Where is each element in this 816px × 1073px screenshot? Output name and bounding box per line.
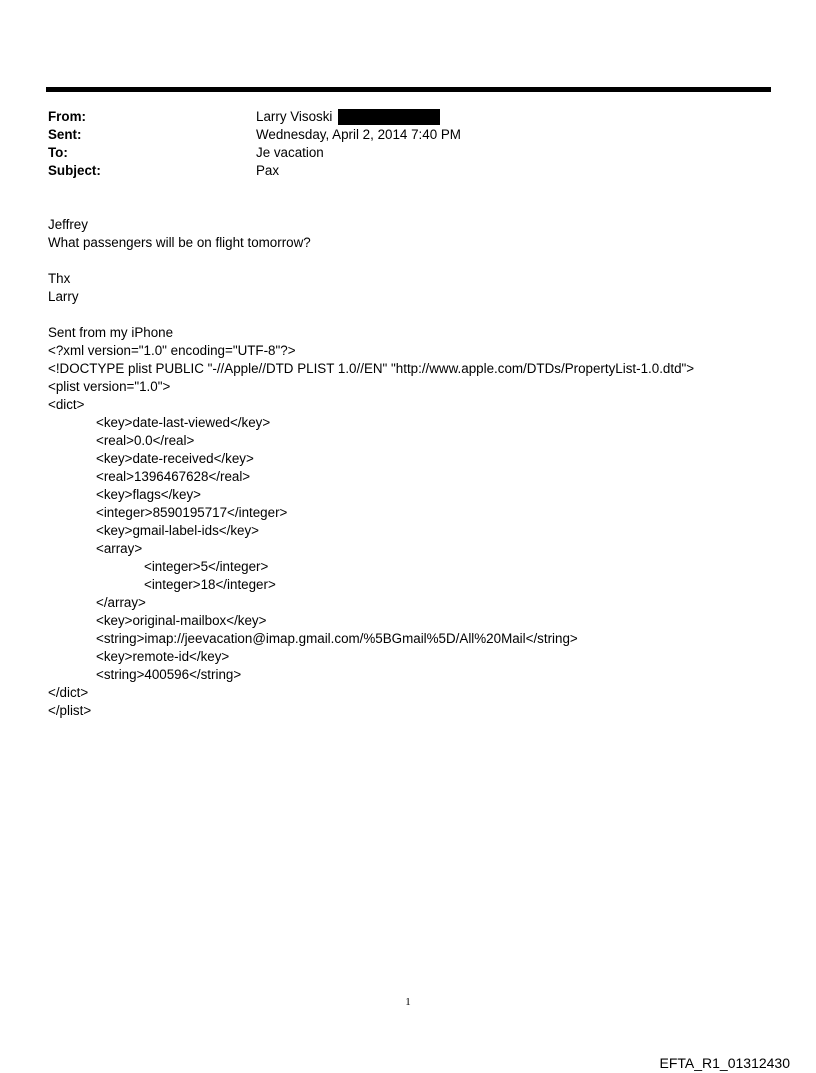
plist-line: <string>400596</string>	[96, 667, 242, 682]
dict-open: <dict>	[48, 397, 85, 412]
plist-array-item: <integer>5</integer>	[144, 559, 269, 574]
plist-line: <key>date-received</key>	[96, 451, 254, 466]
plist-line: <array>	[96, 541, 143, 556]
plist-line: <key>date-last-viewed</key>	[96, 415, 271, 430]
plist-line: <key>remote-id</key>	[96, 649, 230, 664]
plist-line: <integer>8590195717</integer>	[96, 505, 288, 520]
from-row	[48, 108, 461, 126]
page-number: 1	[405, 996, 411, 1008]
dict-close: </dict>	[48, 685, 89, 700]
plist-line: <key>original-mailbox</key>	[96, 613, 267, 628]
sent-value: Wednesday, April 2, 2014 7:40 PM	[256, 127, 461, 142]
sent-row	[48, 126, 461, 144]
plist-line: </array>	[96, 595, 146, 610]
subject-label: Subject:	[48, 163, 101, 178]
subject-row	[48, 162, 461, 180]
greeting: Jeffrey	[48, 217, 88, 232]
thanks: Thx	[48, 271, 71, 286]
email-headers	[48, 108, 461, 180]
from-value	[256, 108, 440, 126]
document-id: EFTA_R1_01312430	[659, 1055, 790, 1071]
plist-line: <real>1396467628</real>	[96, 469, 251, 484]
from-label: From:	[48, 109, 86, 124]
header-rule	[46, 87, 771, 92]
plist-open: <plist version="1.0">	[48, 379, 171, 394]
sent-from-line: Sent from my iPhone	[48, 325, 174, 340]
plist-line: <key>flags</key>	[96, 487, 201, 502]
plist-line: <real>0.0</real>	[96, 433, 195, 448]
plist-line: <key>gmail-label-ids</key>	[96, 523, 260, 538]
plist-line: <string>imap://jeevacation@imap.gmail.com/%5BGmail%5D/All%20Mail</string>	[96, 631, 578, 646]
to-value: Je vacation	[256, 145, 324, 160]
plist-array-item: <integer>18</integer>	[144, 577, 276, 592]
redaction-block	[338, 109, 440, 125]
to-label: To:	[48, 145, 68, 160]
plist-close: </plist>	[48, 703, 92, 718]
email-body	[48, 216, 694, 720]
sender-name: Larry Visoski	[256, 109, 333, 124]
subject-value: Pax	[256, 163, 280, 178]
to-row	[48, 144, 461, 162]
plist-xml-declaration: <?xml version="1.0" encoding="UTF-8"?>	[48, 343, 296, 358]
plist-doctype: <!DOCTYPE plist PUBLIC "-//Apple//DTD PLIST 1.0//EN" "http://www.apple.com/DTDs/PropertyList-1.0.dtd">	[48, 361, 695, 376]
question: What passengers will be on flight tomorrow?	[48, 235, 311, 250]
sent-label: Sent:	[48, 127, 82, 142]
signature: Larry	[48, 289, 79, 304]
